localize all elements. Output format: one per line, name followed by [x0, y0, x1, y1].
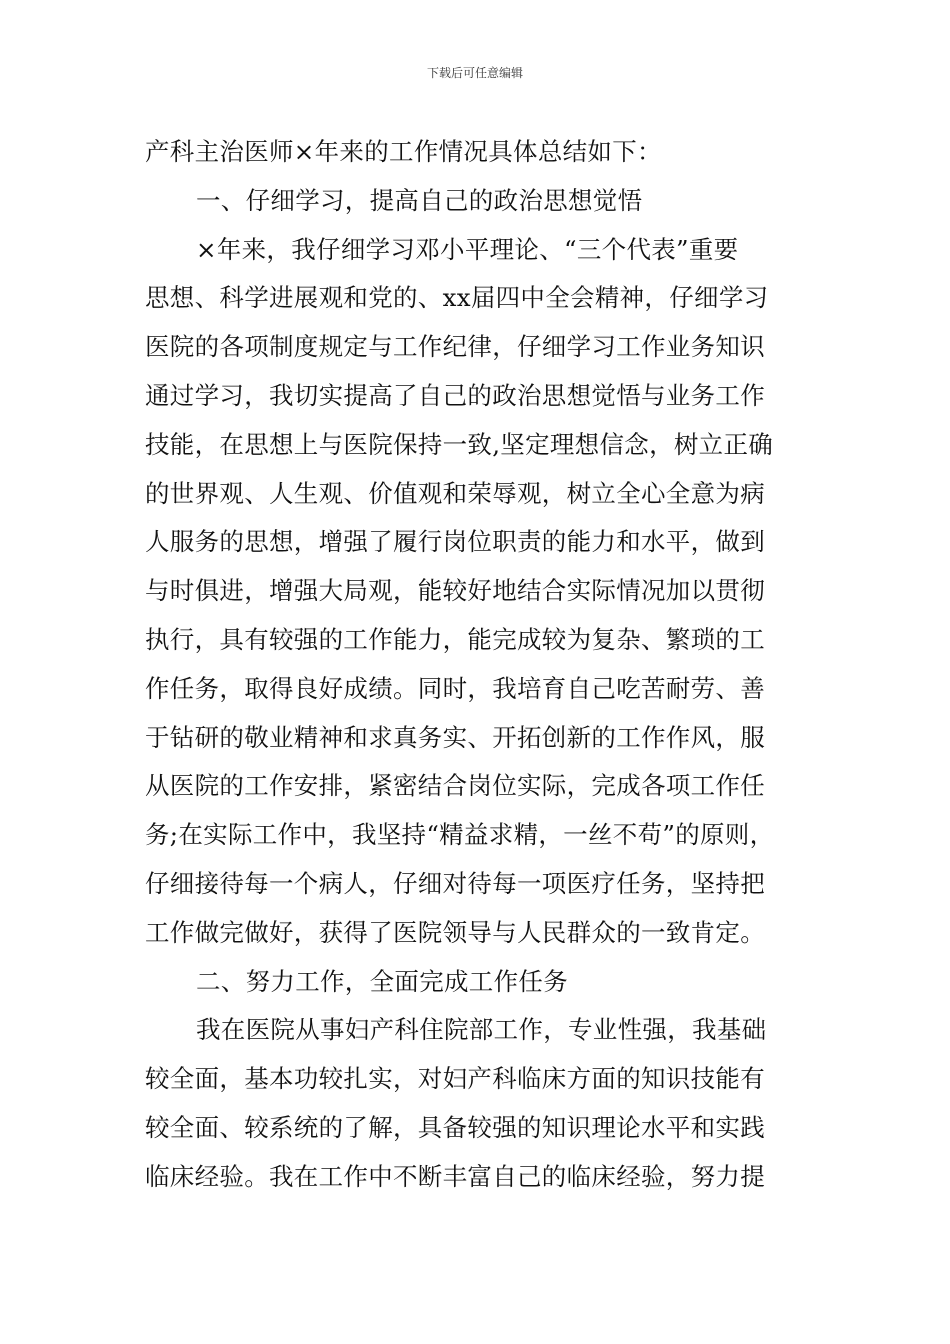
section-heading: 二、努力工作，全面完成工作任务 [196, 966, 568, 996]
text-line: 产科主治医师×年来的工作情况具体总结如下： [145, 137, 662, 166]
text-line: 医院的各项制度规定与工作纪律，仔细学习工作业务知识 [145, 332, 765, 362]
text-line: 较全面、较系统的了解，具备较强的知识理论水平和实践 [145, 1112, 765, 1142]
text-line: 思想、科学进展观和党的、xx届四中全会精神，仔细学习 [145, 283, 769, 313]
text-line: 我在医院从事妇产科住院部工作，专业性强，我基础 [196, 1015, 767, 1045]
text-line: 工作做完做好，获得了医院领导与人民群众的一致肯定。 [145, 917, 765, 947]
text-line: 执行，具有较强的工作能力，能完成较为复杂、繁琐的工 [145, 624, 765, 654]
text-line: ×年来，我仔细学习邓小平理论、“三个代表”重要 [196, 234, 739, 264]
page-header: 下载后可任意编辑 [426, 66, 523, 80]
text-line: 人服务的思想，增强了履行岗位职责的能力和水平，做到 [145, 527, 765, 557]
text-line: 临床经验。我在工作中不断丰富自己的临床经验，努力提 [145, 1161, 765, 1191]
text-line: 与时俱进，增强大局观，能较好地结合实际情况加以贯彻 [145, 576, 765, 606]
text-line: 通过学习，我切实提高了自己的政治思想觉悟与业务工作 [145, 380, 765, 410]
document-body [145, 128, 825, 1202]
text-line: 较全面，基本功较扎实，对妇产科临床方面的知识技能有 [145, 1064, 765, 1094]
section-heading: 一、仔细学习，提高自己的政治思想觉悟 [196, 185, 643, 215]
text-line: 于钻研的敬业精神和求真务实、开拓创新的工作作风，服 [145, 722, 765, 752]
text-line: 务;在实际工作中，我坚持“精益求精，一丝不苟”的原则， [145, 820, 775, 850]
text-line: 作任务，取得良好成绩。同时，我培育自己吃苦耐劳、善 [145, 673, 765, 703]
text-line: 仔细接待每一个病人，仔细对待每一项医疗任务，坚持把 [145, 868, 765, 898]
text-line: 的世界观、人生观、价值观和荣辱观，树立全心全意为病 [145, 478, 765, 508]
text-line: 从医院的工作安排，紧密结合岗位实际，完成各项工作任 [145, 771, 765, 801]
text-line: 技能，在思想上与医院保持一致,坚定理想信念，树立正确 [145, 429, 774, 459]
